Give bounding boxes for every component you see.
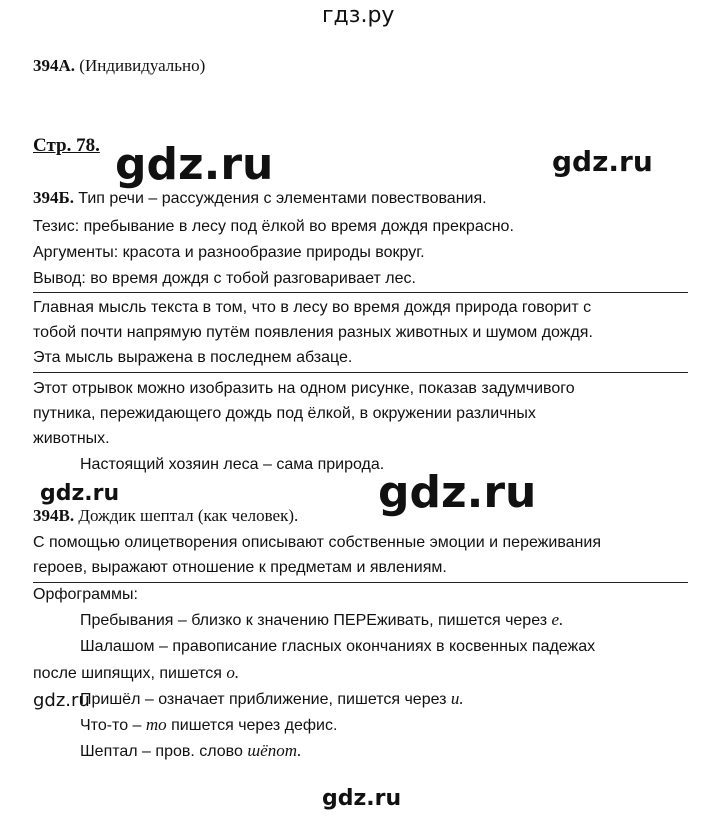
site-header: гдз.ру <box>322 3 395 28</box>
watermark: gdz.ru <box>33 690 90 711</box>
exercise-number: 394Б. <box>33 188 74 207</box>
orthogram-line <box>80 609 563 632</box>
page-reference: Стр. 78. <box>33 135 100 156</box>
orthogram-text: Что-то – <box>80 717 142 734</box>
thesis-line: Тезис: пребывание в лесу под ёлкой во время дождя прекрасно. <box>33 218 514 235</box>
main-idea-line: Главная мысль текста в том, что в лесу во время дождя природа говорит с <box>33 299 592 316</box>
watermark: gdz.ru <box>115 139 274 190</box>
exercise-number: 394А. <box>33 56 76 75</box>
orthogram-italic: то <box>145 715 167 734</box>
orthogram-line: Шалашом – правописание гласных окончаниях в косвенных падежах <box>80 638 596 655</box>
site-footer: gdz.ru <box>322 786 402 811</box>
orthogram-text: Пришёл – означает приближение, пишется через <box>80 691 447 708</box>
orthogram-line <box>80 740 301 763</box>
watermark: gdz.ru <box>40 481 120 506</box>
exercise-text: (Индивидуально) <box>79 56 206 75</box>
watermark: gdz.ru <box>552 145 653 178</box>
orthogram-line <box>33 662 239 685</box>
picture-line: Настоящий хозяин леса – сама природа. <box>80 456 385 473</box>
orthograms-heading: Орфограммы: <box>33 586 138 603</box>
text-line: Тип речи – рассуждения с элементами повествования. <box>78 190 487 207</box>
orthogram-letter: е. <box>551 610 564 629</box>
exercise-number: 394В. <box>33 506 75 525</box>
orthogram-text: после шипящих, пишется <box>33 665 222 682</box>
exercise-394a <box>33 55 205 77</box>
exercise-394b-type <box>33 187 487 210</box>
personification-line: С помощью олицетворения описывают собственные эмоции и переживания <box>33 534 601 551</box>
picture-line: животных. <box>33 430 110 447</box>
conclusion-line: Вывод: во время дождя с тобой разговаривает лес. <box>33 270 416 287</box>
orthogram-italic: шёпот. <box>247 741 302 760</box>
picture-line: Этот отрывок можно изобразить на одном рисунке, показав задумчивого <box>33 380 575 397</box>
orthogram-line <box>80 714 337 737</box>
orthogram-text: Пребывания – близко к значению ПЕРЕживать, пишется через <box>80 612 548 629</box>
divider <box>33 582 688 583</box>
watermark: gdz.ru <box>378 467 537 518</box>
exercise-text: Дождик шептал (как человек). <box>78 506 299 525</box>
orthogram-text: пишется через дефис. <box>171 717 338 734</box>
main-idea-line: тобой почти напрямую путём появления разных животных и шумом дождя. <box>33 324 593 341</box>
divider <box>33 292 688 293</box>
personification-line: героев, выражают отношение к предметам и явлениям. <box>33 559 447 576</box>
picture-line: путника, пережидающего дождь под ёлкой, в окружении различных <box>33 405 536 422</box>
main-idea-line: Эта мысль выражена в последнем абзаце. <box>33 349 353 366</box>
orthogram-line <box>80 688 464 711</box>
divider <box>33 372 688 373</box>
arguments-line: Аргументы: красота и разнообразие природы вокруг. <box>33 244 425 261</box>
orthogram-letter: и. <box>450 689 464 708</box>
exercise-394v <box>33 505 298 527</box>
orthogram-letter: о. <box>226 663 240 682</box>
orthogram-text: Шептал – пров. слово <box>80 743 243 760</box>
